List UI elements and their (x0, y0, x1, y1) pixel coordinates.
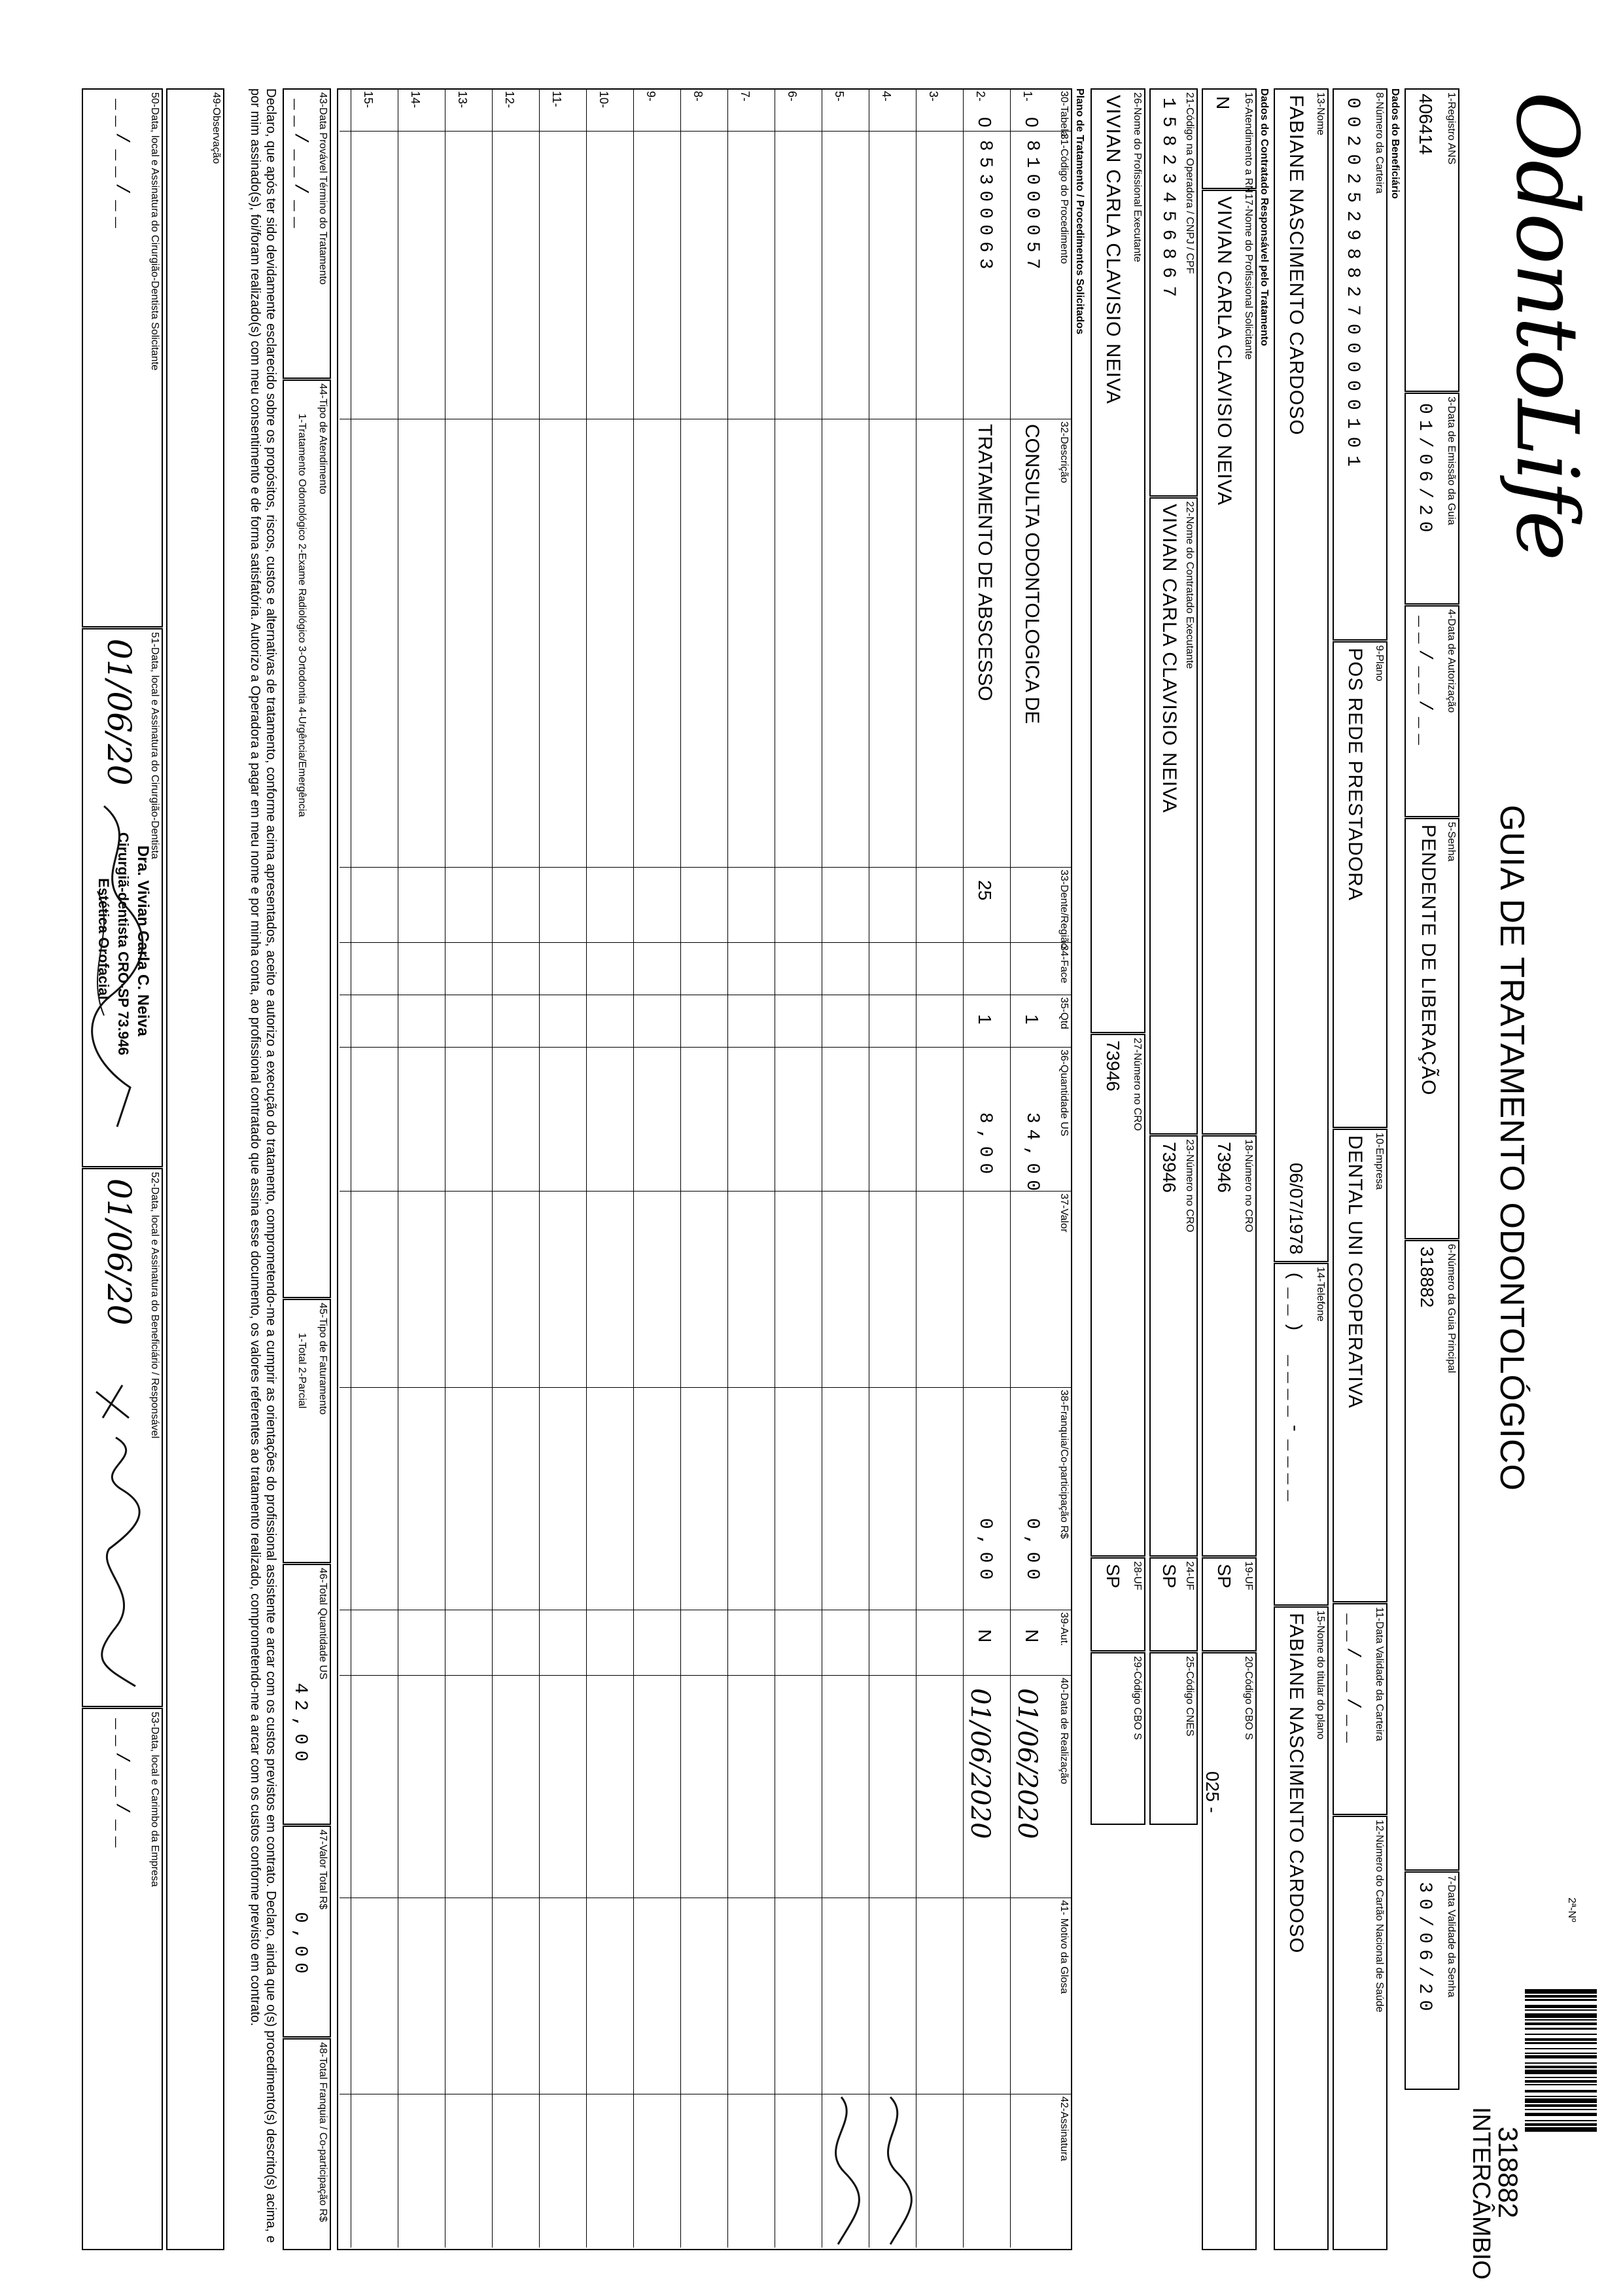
field-registro-ans: 1-Registro ANS 406414 (1405, 88, 1459, 392)
field-carteira: 8-Número da Carteira 00202529882700000101 (1333, 88, 1387, 641)
cell-data: 01/06/2020 (965, 1688, 995, 1839)
beneficiary-signature (86, 1379, 155, 1693)
field-cbo: 20-Código CBO S 025 - (1202, 1652, 1257, 2250)
cell-descricao: CONSULTA ODONTOLOGICA DE (1021, 424, 1043, 724)
field-cro: 18-Número no CRO 73946 (1202, 1135, 1257, 1557)
column-divider (340, 1387, 1072, 1388)
row-number: 15- (362, 91, 375, 109)
column-header: 38-Franquia/Co-participação R$ (1058, 1390, 1070, 1539)
row-number: 12- (503, 91, 516, 109)
field-data-emissao: 3-Data de Emissão da Guia 01/06/20 (1405, 393, 1459, 605)
field-uf3: 28-UF SP (1091, 1557, 1145, 1651)
row-number: 2- (974, 91, 987, 102)
intercambio-label: INTERCÂMBIO (1467, 2107, 1495, 2280)
section-plano: Plano de Tratamento / Procedimentos Solicitados (1074, 88, 1085, 335)
row-number: 14- (409, 91, 422, 109)
field-assinatura-52: 52-Data, local e Assinatura do Beneficiário / Responsável 01/06/20 (82, 1168, 163, 1707)
row-number: 5- (833, 91, 846, 102)
column-header: 30-Tabela (1058, 91, 1070, 137)
field-senha: 5-Senha PENDENTE DE LIBERAÇÃO (1405, 818, 1459, 1239)
field-prof-exec: 26-Nome do Profissional Executante VIVIAN CARLA CLAVISIO NEIVA (1091, 88, 1145, 1033)
column-header: 33-Dente/Região (1058, 870, 1070, 949)
column-divider (340, 1675, 1072, 1676)
logo-text: OdontoLife (1497, 92, 1597, 560)
field-nome: 13-Nome FABIANE NASCIMENTO CARDOSO 06/07/1978 (1274, 88, 1329, 1262)
row-number: 3- (927, 91, 940, 102)
dentist-signature (84, 800, 156, 1140)
stamp-line2: Cirurgiã-dentista CRO-SP 73.946 (115, 832, 131, 1055)
row-number: 11- (550, 91, 563, 107)
row-number: 10- (597, 91, 610, 109)
field-executante: 22-Nome do Contratado Executante VIVIAN CARLA CLAVISIO NEIVA (1149, 497, 1198, 1135)
field-data-autorizacao: 4-Data de Autorização __/__/__ (1405, 605, 1459, 817)
cell-qtd: 1 (975, 1014, 995, 1025)
cell-us: 34,00 (1022, 1112, 1042, 1197)
field-telefone: 14-Telefone (__) ____-____ (1274, 1263, 1329, 1606)
row-number: 7- (739, 91, 752, 102)
cell-franquia: 0,00 (975, 1518, 995, 1586)
cell-codigo: 85300063 (975, 140, 995, 275)
cell-qtd: 1 (1022, 1014, 1042, 1025)
stamp-line3: Estética Orofacial (96, 878, 112, 1000)
column-divider (340, 131, 1072, 132)
cell-tabela: 0 (1022, 117, 1042, 128)
field-tipo-atendimento: 44-Tipo de Atendimento 1-Tratamento Odontológico 2-Exame Radiológico 3-Ortodontia 4-Urgência/Emergência (283, 380, 331, 1298)
field-solicitante: 17-Nome do Profissional Solicitante VIVIAN CARLA CLAVISIO NEIVA (1202, 190, 1257, 1135)
declaration-text: Declaro, que após ter sido devidamente esclarecido sobre os propósitos, riscos, custos e alternativas de tratamento, conforme acima apresentados, aceito e autorizo a execução do tratamento, comprometendo-me a cumprir as orientações do profissional assistente e arcar com os custos previstos em contrato. Declaro, ainda que o(s) procedimento(s) descrito(s) acima, e por mim assinado(s), foi/foram realizado(s) com meu consentimento e de forma satisfatória. Autorizo a Operadora a pagar em meu nome e por minha conta, ao profissional contratado que assina esse documento, os valores referentes ao tratamento realizado, comprometendo-me a arcar com os custos conforme previsto em contrato. (248, 88, 278, 2243)
column-header: 36-Quantidade US (1058, 1050, 1070, 1137)
section-contratado: Dados do Contratado Responsável pelo Tratamento (1259, 88, 1270, 346)
column-header: 40-Data de Realização (1058, 1678, 1070, 1784)
field-assinatura-50: 50-Data, local e Assinatura do Cirurgião-Dentista Solicitante __/__/__ (82, 88, 163, 627)
field-uf2: 24-UF SP (1149, 1557, 1198, 1651)
cell-aut: N (975, 1629, 995, 1643)
row-number: 8- (691, 91, 705, 102)
column-header: 35-Qtd (1058, 997, 1070, 1029)
field-observacao: 49-Observação (166, 88, 224, 2250)
column-divider (340, 1047, 1072, 1048)
field-cnpj: 21-Código na Operadora / CNPJ / CPF 15823456867 (1149, 88, 1198, 497)
field-cro2: 23-Número no CRO 73946 (1149, 1135, 1198, 1557)
row-number: 13- (456, 91, 469, 109)
column-divider (340, 942, 1072, 943)
field-validade-carteira: 11-Data Validade da Carteira __/__/__ (1333, 1603, 1387, 1815)
field-assinatura-51: 51-Data, local e Assinatura do Cirurgião-Dentista 01/06/20 Dra. Vivian Carla C. Neiva Cirurgiã-dentista CRO-SP 73.946 Estética Orofacial (82, 628, 163, 1167)
barcode-number: 318882 (1493, 2127, 1524, 2219)
field-rn: 16-Atendimento a RN N (1202, 88, 1257, 189)
column-header: 31-Código do Procedimento (1058, 133, 1070, 264)
cell-descricao: TRATAMENTO DE ABSCESSO (974, 424, 996, 701)
field-assinatura-53: 53-Data, local e Carimbo da Empresa __/__/__ (82, 1708, 163, 2250)
section-beneficiario: Dados do Beneficiário (1389, 88, 1401, 199)
column-header: 32-Descrição (1058, 421, 1070, 484)
cell-us: 8,00 (975, 1112, 995, 1180)
field-cnes: 25-Código CNES (1149, 1652, 1198, 1825)
barcode (1525, 1989, 1597, 2251)
row-number: 4- (880, 91, 893, 102)
column-header: 39-Aut. (1058, 1612, 1070, 1646)
column-header: 41- Motivo da Glosa (1058, 1900, 1070, 1994)
column-header: 34-Face (1058, 945, 1070, 983)
row-signatures (812, 2094, 916, 2251)
stamp-name: Dra. Vivian Carla C. Neiva (134, 845, 152, 1036)
cell-codigo: 81000057 (1022, 140, 1042, 275)
field-plano: 9-Plano POS REDE PRESTADORA (1333, 641, 1387, 1128)
column-divider (340, 1191, 1072, 1192)
field-guia-principal: 6-Número da Guia Principal 318882 (1405, 1240, 1459, 1871)
row-number: 1- (1021, 91, 1034, 102)
field-cns: 12-Número do Cartão Nacional de Saúde (1333, 1816, 1387, 2250)
field-valor-total: 47-Valor Total R$ 0,00 (283, 1826, 331, 2038)
field-cbo3: 29-Código CBO S (1091, 1652, 1145, 1825)
field-titular: 15-Nome do titular do plano FABIANE NASCIMENTO CARDOSO (1274, 1606, 1329, 2250)
cell-data: 01/06/2020 (1012, 1688, 1042, 1839)
field-uf: 19-UF SP (1202, 1557, 1257, 1651)
field-total-franquia: 48-Total Franquia / Co-participação R$ (283, 2038, 331, 2250)
column-header: 37-Valor (1058, 1193, 1070, 1233)
copy-number: 2ª-Nº (1566, 1898, 1577, 1922)
field-tipo-faturamento: 45-Tipo de Faturamento 1-Total 2-Parcial (283, 1299, 331, 1563)
column-header: 42-Assinatura (1058, 2096, 1070, 2161)
field-total-us: 46-Total Quantidade US 42,00 (283, 1564, 331, 1825)
page-title: GUIA DE TRATAMENTO ODONTOLÓGICO (1493, 805, 1531, 1491)
cell-dente: 25 (975, 880, 995, 901)
cell-tabela: 0 (975, 117, 995, 128)
field-validade-senha: 7-Data Validade da Senha 30/06/20 (1405, 1871, 1459, 2090)
column-divider (340, 867, 1072, 868)
cell-franquia: 0,00 (1022, 1518, 1042, 1586)
field-cro3: 27-Número no CRO 73946 (1091, 1034, 1145, 1557)
row-number: 6- (786, 91, 799, 102)
row-number: 9- (644, 91, 657, 102)
cell-aut: N (1022, 1629, 1042, 1643)
procedures-table (337, 88, 1072, 2250)
field-empresa: 10-Empresa DENTAL UNI COOPERATIVA (1333, 1129, 1387, 1602)
logo (1497, 92, 1597, 559)
field-previsao: 43-Data Provável Término do Tratamento __/__/__ (283, 88, 331, 379)
